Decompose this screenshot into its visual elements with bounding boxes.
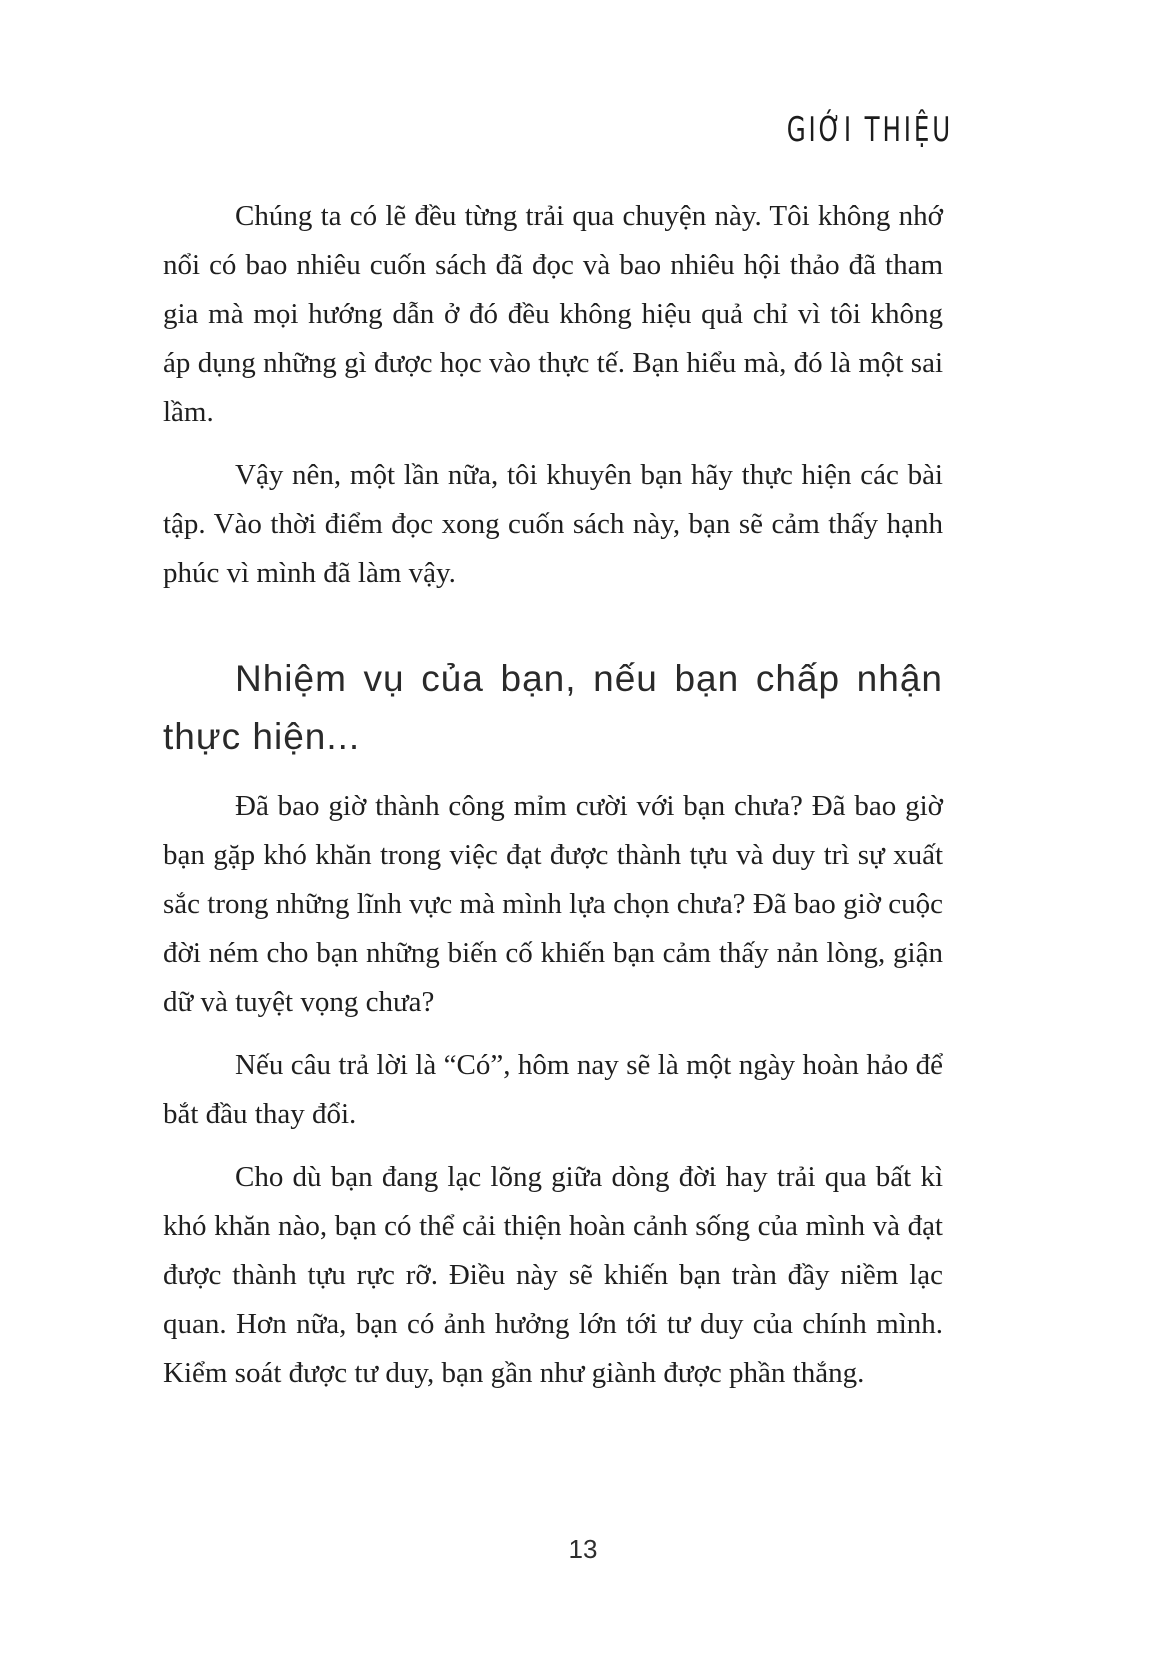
paragraph: Cho dù bạn đang lạc lõng giữa dòng đời hay trải qua bất kì khó khăn nào, bạn có thể cải thiện hoàn cảnh sống của mình và đạt được thành tựu rực rỡ. Điều này sẽ khiến bạn tràn đầy niềm lạc quan. Hơn nữa, bạn có ảnh hưởng lớn tới tư duy của chính mình. Kiểm soát được tư duy, bạn gần như giành được phần thắng. <box>163 1161 943 1389</box>
paragraph: Nếu câu trả lời là “Có”, hôm nay sẽ là một ngày hoàn hảo để bắt đầu thay đổi. <box>163 1049 943 1130</box>
running-header: GIỚI THIỆU <box>786 110 953 150</box>
section-heading: Nhiệm vụ của bạn, nếu bạn chấp nhận thực hiện... <box>163 658 943 757</box>
paragraph: Chúng ta có lẽ đều từng trải qua chuyện này. Tôi không nhớ nổi có bao nhiêu cuốn sách đã đọc và bao nhiêu hội thảo đã tham gia mà mọi hướng dẫn ở đó đều không hiệu quả chỉ vì tôi không áp dụng những gì được học vào thực tế. Bạn hiểu mà, đó là một sai lầm. <box>163 200 943 428</box>
paragraph: Vậy nên, một lần nữa, tôi khuyên bạn hãy thực hiện các bài tập. Vào thời điểm đọc xong cuốn sách này, bạn sẽ cảm thấy hạnh phúc vì mình đã làm vậy. <box>163 459 943 589</box>
page-number: 13 <box>568 1534 598 1564</box>
text-column <box>163 192 943 1412</box>
paragraph: Đã bao giờ thành công mỉm cười với bạn chưa? Đã bao giờ bạn gặp khó khăn trong việc đạt được thành tựu và duy trì sự xuất sắc trong những lĩnh vực mà mình lựa chọn chưa? Đã bao giờ cuộc đời ném cho bạn những biến cố khiến bạn cảm thấy nản lòng, giận dữ và tuyệt vọng chưa? <box>163 790 943 1018</box>
